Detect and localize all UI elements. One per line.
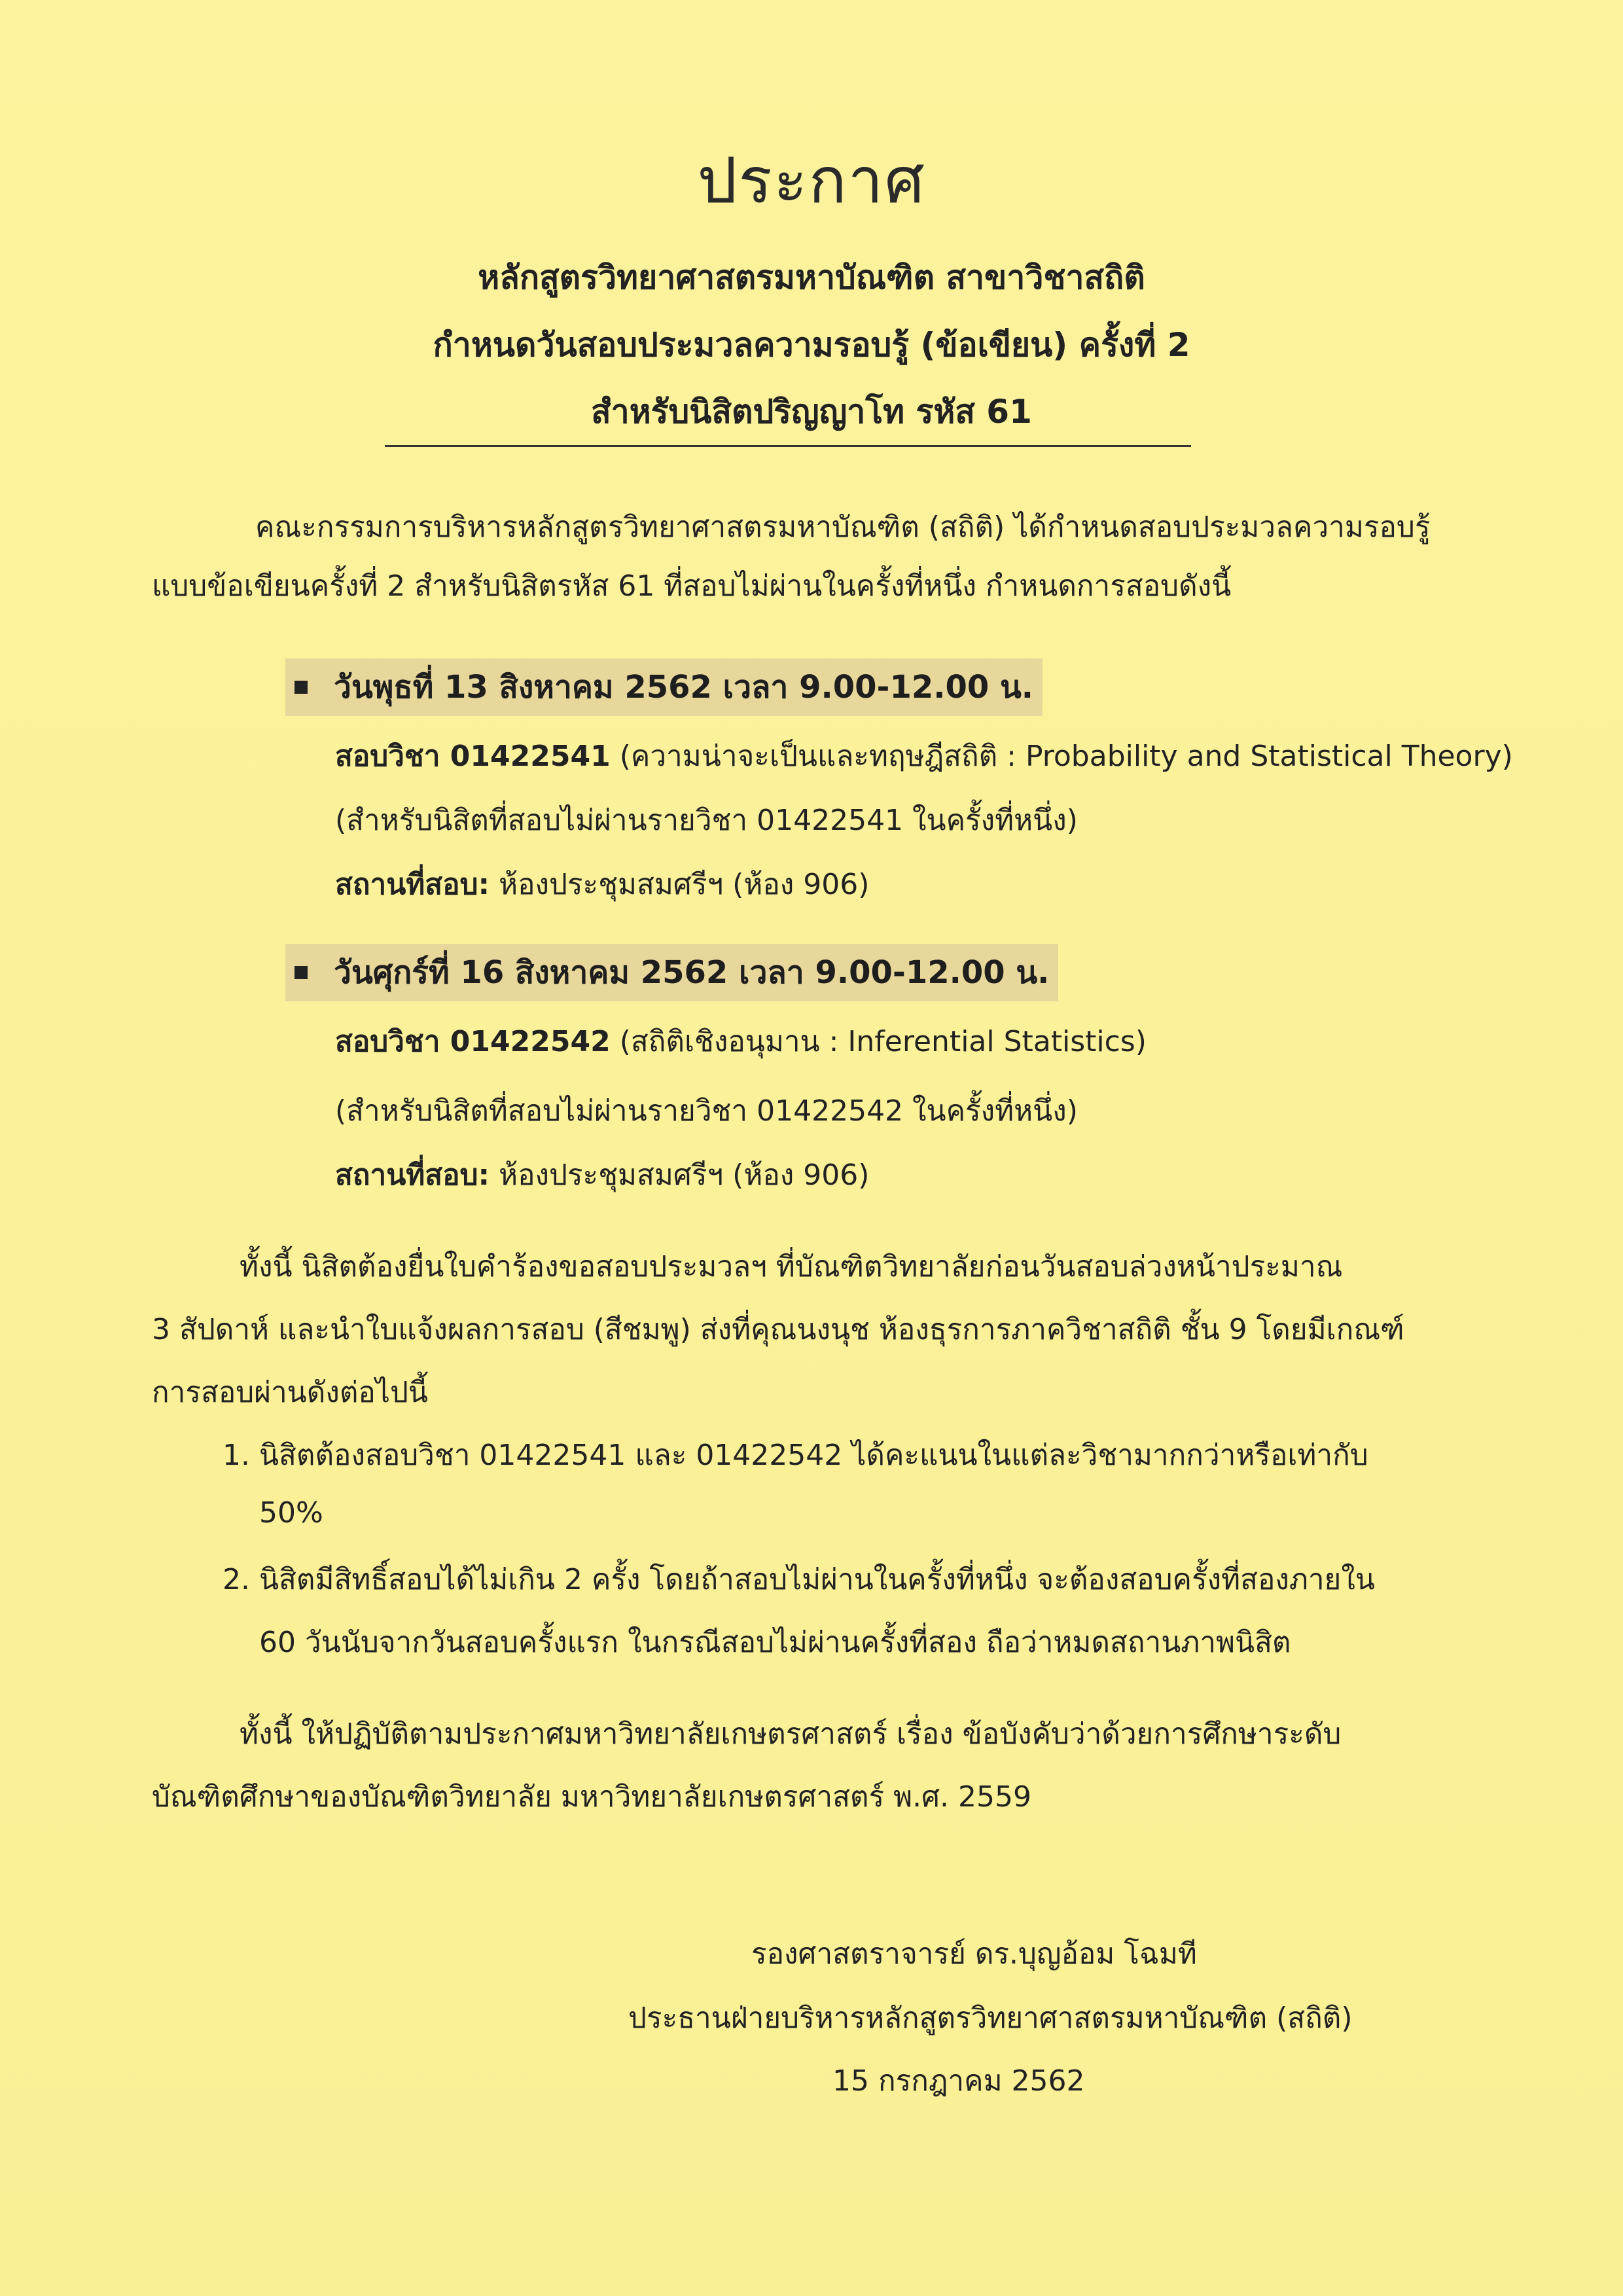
signature-position: ประธานฝ่ายบริหารหลักสูตรวิทยาศาสตรมหาบัณฑิต (สถิติ) <box>628 2001 1353 2035</box>
conditions-line-1: ทั้งนี้ นิสิตต้องยื่นใบคำร้องขอสอบประมวลฯ ที่บัณฑิตวิทยาลัยก่อนวันสอบล่วงหน้าประมาณ <box>240 1250 1343 1283</box>
exam-1-place <box>335 861 869 907</box>
exam-1-subject <box>335 733 1513 779</box>
exam-2-place-value: ห้องประชุมสมศรีฯ (ห้อง 906) <box>490 1158 870 1192</box>
intro-line-1: คณะกรรมการบริหารหลักสูตรวิทยาศาสตรมหาบัณฑิต (สถิติ) ได้กำหนดสอบประมวลความรอบรู้ <box>255 511 1431 544</box>
header-line-program: หลักสูตรวิทยาศาสตรมหาบัณฑิต สาขาวิชาสถิติ <box>478 259 1145 296</box>
criteria-2-line-2: 60 วันนับจากวันสอบครั้งแรก ในกรณีสอบไม่ผ่านครั้งที่สอง ถือว่าหมดสถานภาพนิสิต <box>259 1626 1291 1659</box>
exam-2-subject-desc: (สถิติเชิงอนุมาน : Inferential Statistics) <box>610 1025 1147 1058</box>
header-divider <box>385 445 1191 447</box>
exam-1-subject-desc: (ความน่าจะเป็นและทฤษฎีสถิติ : Probability and Statistical Theory) <box>610 740 1513 773</box>
exam-2-note: (สำหรับนิสิตที่สอบไม่ผ่านรายวิชา 01422542 ในครั้งที่หนึ่ง) <box>335 1094 1078 1128</box>
document-title: ประกาศ <box>697 144 926 217</box>
regulation-line-2: บัณฑิตศึกษาของบัณฑิตวิทยาลัย มหาวิทยาลัยเกษตรศาสตร์ พ.ศ. 2559 <box>152 1780 1031 1814</box>
signature-name: รองศาสตราจารย์ ดร.บุญอ้อม โฉมที <box>751 1937 1197 1971</box>
intro-line-2: แบบข้อเขียนครั้งที่ 2 สำหรับนิสิตรหัส 61 ที่สอบไม่ผ่านในครั้งที่หนึ่ง กำหนดการสอบดังนี้ <box>152 569 1232 603</box>
criteria-1-line-1: 1. นิสิตต้องสอบวิชา 01422541 และ 01422542 ได้คะแนนในแต่ละวิชามากกว่าหรือเท่ากับ <box>223 1439 1368 1472</box>
exam-1-date: วันพุธที่ 13 สิงหาคม 2562 เวลา 9.00-12.00 น. <box>334 669 1034 706</box>
exam-2-date: วันศุกร์ที่ 16 สิงหาคม 2562 เวลา 9.00-12.00 น. <box>334 954 1050 991</box>
signature-date: 15 กรกฎาคม 2562 <box>832 2064 1085 2098</box>
conditions-line-3: การสอบผ่านดังต่อไปนี้ <box>152 1376 428 1409</box>
conditions-line-2: 3 สัปดาห์ และนำใบแจ้งผลการสอบ (สีชมพู) ส่งที่คุณนงนุช ห้องธุรการภาควิชาสถิติ ชั้น 9 โดยมีเกณฑ์ <box>152 1313 1404 1346</box>
exam-1-note: (สำหรับนิสิตที่สอบไม่ผ่านรายวิชา 01422541 ในครั้งที่หนึ่ง) <box>335 804 1078 837</box>
criteria-1-line-2: 50% <box>259 1496 323 1530</box>
exam-2-place <box>335 1152 869 1198</box>
exam-2-subject-label: สอบวิชา 01422542 <box>335 1025 611 1058</box>
exam-2-place-label: สถานที่สอบ: <box>335 1158 490 1192</box>
bullet-square-icon <box>294 681 308 694</box>
regulation-line-1: ทั้งนี้ ให้ปฏิบัติตามประกาศมหาวิทยาลัยเกษตรศาสตร์ เรื่อง ข้อบังคับว่าด้วยการศึกษาระดับ <box>240 1717 1342 1751</box>
exam-1-date-highlight <box>285 658 1043 716</box>
criteria-2-line-1: 2. นิสิตมีสิทธิ์สอบได้ไม่เกิน 2 ครั้ง โดยถ้าสอบไม่ผ่านในครั้งที่หนึ่ง จะต้องสอบครั้งที่สองภายใน <box>223 1563 1375 1596</box>
exam-2-subject <box>335 1018 1147 1064</box>
exam-1-subject-label: สอบวิชา 01422541 <box>335 740 611 773</box>
header-line-exam: กำหนดวันสอบประมวลความรอบรู้ (ข้อเขียน) ครั้งที่ 2 <box>433 326 1190 364</box>
exam-1-place-label: สถานที่สอบ: <box>335 868 490 901</box>
exam-1-place-value: ห้องประชุมสมศรีฯ (ห้อง 906) <box>490 868 870 901</box>
exam-2-date-highlight <box>285 944 1058 1001</box>
header-line-students: สำหรับนิสิตปริญญาโท รหัส 61 <box>591 393 1032 431</box>
bullet-square-icon <box>294 966 308 979</box>
